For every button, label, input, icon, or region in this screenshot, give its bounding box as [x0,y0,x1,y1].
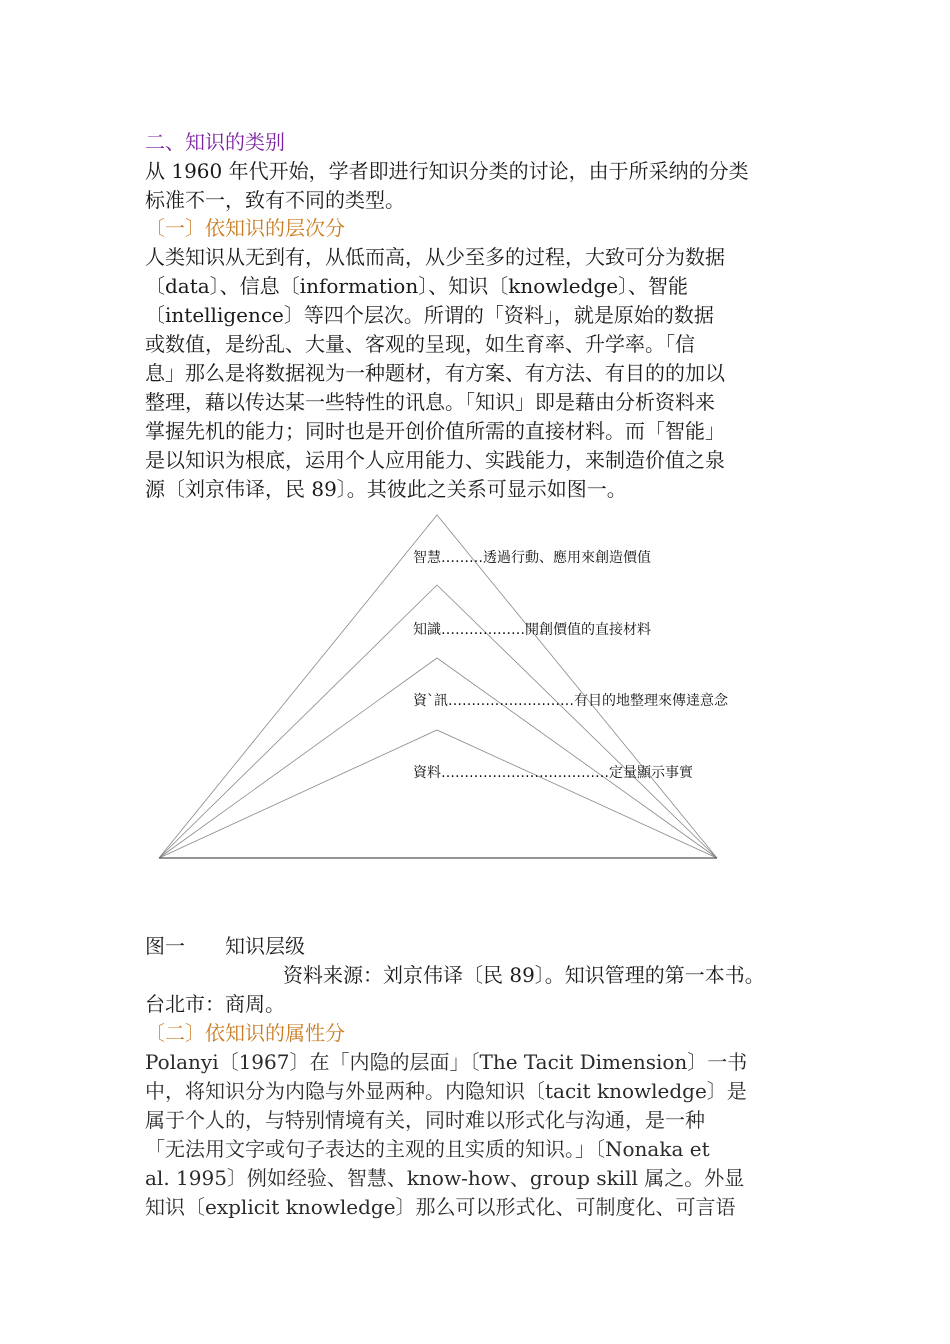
body-line: al. 1995〕例如经验、智慧、know-how、group skill 属之。外显 [145,1166,745,1190]
body-line: 是以知识为根底，运用个人应用能力、实践能力，来制造价值之泉 [145,448,725,472]
information-layer-outline [159,658,717,858]
body-line: Polanyi〔1967〕在「内隐的层面」〔The Tacit Dimension〕一书 [145,1050,748,1074]
body-line: 「无法用文字或句子表达的主观的且实质的知识。」〔Nonaka et [145,1137,710,1161]
subsection-title-attributes: 〔二〕依知识的属性分 [145,1021,345,1045]
subsection-title-levels: 〔一〕依知识的层次分 [145,216,345,240]
figure-source: 台北市：商周。 [145,992,285,1016]
data-layer-outline [159,730,717,858]
diagram-label-data: 資料………………………………定量顯示事實 [413,765,693,781]
body-line: 知识〔explicit knowledge〕那么可以形式化、可制度化、可言语 [145,1195,736,1219]
intro-line: 标准不一，致有不同的类型。 [145,188,405,212]
diagram-label-knowledge: 知識………………開創價值的直接材料 [413,622,651,638]
body-line: 人类知识从无到有，从低而高，从少至多的过程，大致可分为数据 [145,245,725,269]
body-line: 或数值，是纷乱、大量、客观的呈现，如生育率、升学率。「信 [145,332,695,356]
section-title: 二、知识的类别 [145,130,285,154]
body-line: 息」那么是将数据视为一种题材，有方案、有方法、有目的的加以 [145,361,725,385]
intro-line: 从 1960 年代开始，学者即进行知识分类的讨论，由于所采纳的分类 [145,159,749,183]
body-line: 〔intelligence〕等四个层次。所谓的「资料」，就是原始的数据 [145,303,714,327]
body-line: 属于个人的，与特别情境有关，同时难以形式化与沟通，是一种 [145,1108,705,1132]
figure-caption: 图一 知识层级 [145,934,305,958]
body-line: 源〔刘京伟译，民 89〕。其彼此之关系可显示如图一。 [145,477,627,501]
diagram-label-wisdom: 智慧………透過行動、應用來創造價值 [413,550,651,566]
body-line: 中，将知识分为内隐与外显两种。内隐知识〔tacit knowledge〕是 [145,1079,747,1103]
body-line: 〔data〕、信息〔information〕、知识〔knowledge〕、智能 [145,274,689,298]
figure-source: 资料来源：刘京伟译〔民 89〕。知识管理的第一本书。 [283,963,765,987]
body-line: 整理，藉以传达某一些特性的讯息。「知识」即是藉由分析资料来 [145,390,715,414]
diagram-label-information: 資`訊………………………有目的地整理來傳達意念 [413,693,728,709]
body-line: 掌握先机的能力；同时也是开创价值所需的直接材料。而「智能」 [145,419,725,443]
